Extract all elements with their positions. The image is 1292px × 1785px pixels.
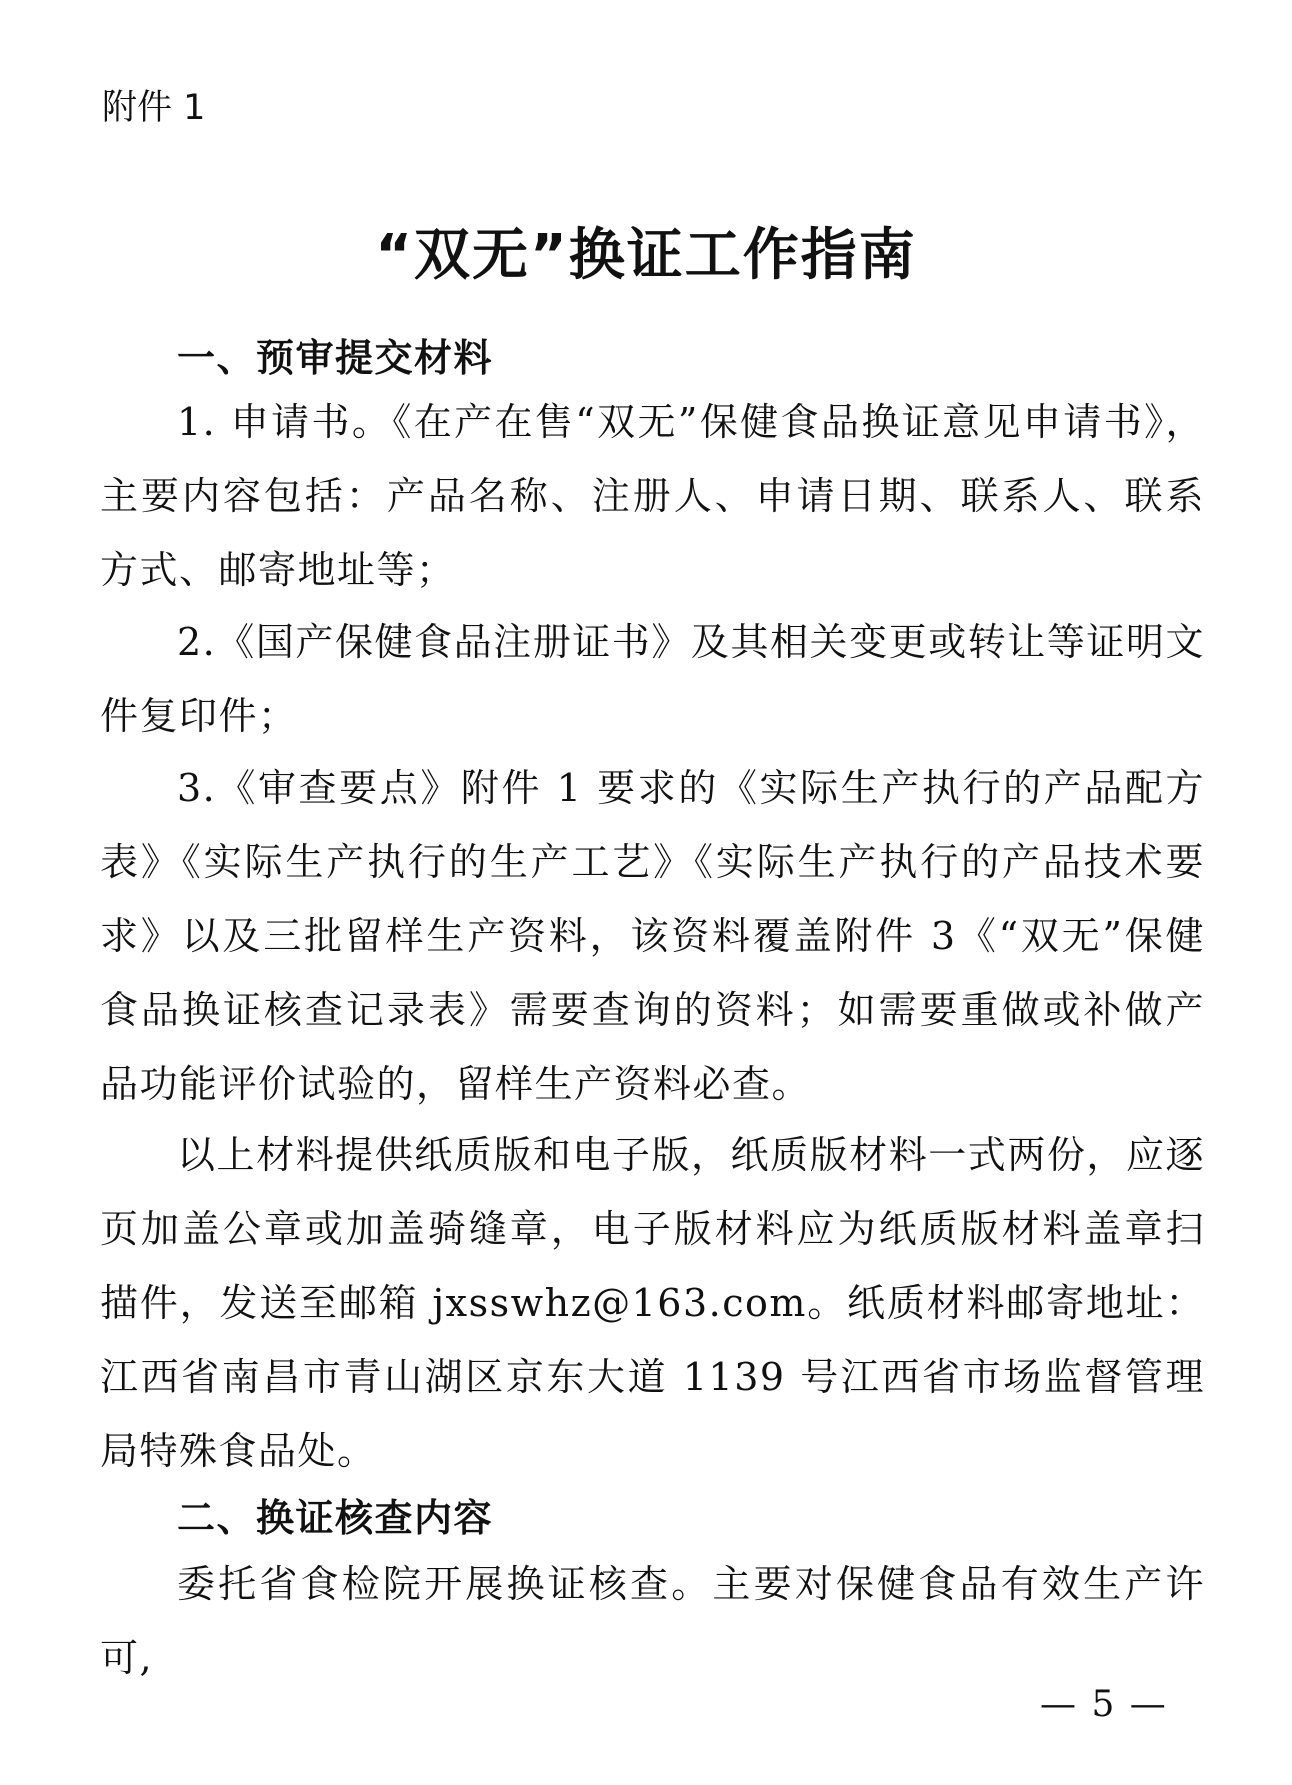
section-1-item-3: 3.《审查要点》附件 1 要求的《实际生产执行的产品配方表》《实际生产执行的生产工艺》《实际生产执行的产品技术要求》以及三批留样生产资料，该资料覆盖附件 3《“双无”保健食品换证核查记录表》需要查询的资料；如需要重做或补做产品功能评价试验的，留样生产资料必查。 — [100, 766, 1205, 1106]
section-1-item-1: 1. 申请书。《在产在售“双无”保健食品换证意见申请书》，主要内容包括：产品名称、注册人、申请日期、联系人、联系方式、邮寄地址等； — [100, 400, 1205, 592]
attachment-label: 附件 1 — [102, 88, 206, 128]
section-1-item-2: 2.《国产保健食品注册证书》及其相关变更或转让等证明文件复印件； — [100, 620, 1205, 738]
section-2-heading: 二、换证核查内容 — [177, 1496, 494, 1540]
section-1-heading: 一、预审提交材料 — [177, 336, 494, 380]
page-number: — 5 — — [1040, 1684, 1168, 1725]
section-1-note: 以上材料提供纸质版和电子版，纸质版材料一式两份，应逐页加盖公章或加盖骑缝章，电子版材料应为纸质版材料盖章扫描件，发送至邮箱 jxsswhz@163.com。纸质材料邮寄地址：江西省南昌市青山湖区京东大道 1139 号江西省市场监督管理局特殊食品处。 — [100, 1133, 1205, 1473]
section-2-paragraph-1: 委托省食检院开展换证核查。主要对保健食品有效生产许可, — [100, 1562, 1205, 1680]
document-title: “双无”换证工作指南 — [375, 223, 917, 288]
